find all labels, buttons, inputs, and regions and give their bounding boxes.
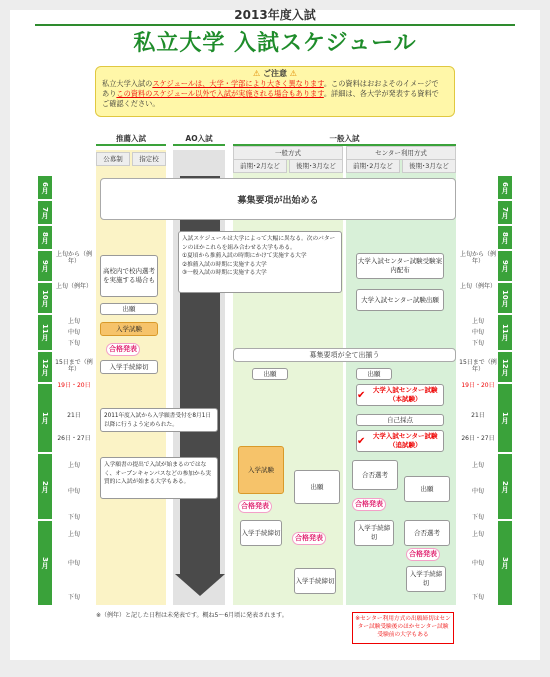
ippan-kouki-shutsugan-box: 出願 bbox=[294, 470, 340, 504]
mark-right: 上旬（例年） bbox=[459, 283, 496, 290]
notice-heading-text: ご注意 bbox=[263, 69, 287, 78]
ippan-tetsuzuki-box: 入学手続締切 bbox=[240, 520, 282, 546]
year-label: 2013年度入試 bbox=[234, 8, 316, 22]
month-jan-left: 1月 bbox=[38, 384, 52, 452]
koukou-box: 高校内で校内選考を実施する場合も bbox=[100, 255, 158, 297]
boshu-all-box: 募集要項が全て出揃う bbox=[233, 348, 456, 362]
notice-line-1: 私立大学入試のスケジュールは、大学・学部により大きく異なります。この資料はおおよそのイメージで bbox=[102, 79, 439, 88]
mark-left: 26日・27日 bbox=[57, 435, 91, 442]
page-title: 私立大学 入試スケジュール bbox=[133, 31, 417, 56]
center-tetsuzuki-box: 入学手続締切 bbox=[354, 520, 394, 546]
center-shutsugan-box: 大学入試センター試験出願 bbox=[356, 289, 444, 311]
suisen-shiken-box: 入学試験 bbox=[100, 322, 158, 336]
ao-header: AO入試 bbox=[173, 133, 225, 146]
center-shutsugan-note: ※センター利用方式の出願締切はセンター試験受験後のほかセンター試験受験前の大学もある bbox=[352, 612, 454, 644]
ippan-kouki-goukaku-badge: 合格発表 bbox=[292, 532, 326, 545]
center-main-box: ✔ 大学入試センター試験（本試験） bbox=[356, 384, 444, 406]
ao-open-campus-note: 入学願書の提出で入試が始まるのではなく、オープンキャンパスなどの参加から実質的に入試が始まる大学もある。 bbox=[100, 457, 218, 499]
mark-left: 上旬 bbox=[67, 318, 80, 325]
check-icon: ✔ bbox=[357, 435, 366, 447]
suisen-tetsuzuki-box: 入学手続締切 bbox=[100, 360, 158, 374]
center-kouki-tetsuzuki-box: 入学手続締切 bbox=[406, 566, 446, 592]
center-sai-box: ✔ 大学入試センター試験（追試験） bbox=[356, 430, 444, 452]
ippan-header: 一般入試 bbox=[233, 133, 456, 146]
ao-2011-note: 2011年度入試から入学願書受付を8月1日以降に行うよう定められた。 bbox=[100, 408, 218, 432]
suisen-header: 推薦入試 bbox=[96, 133, 166, 146]
mark-left: 中旬 bbox=[67, 329, 80, 336]
month-jun-right: 6月 bbox=[498, 176, 512, 199]
mark-left: 中旬 bbox=[67, 560, 80, 567]
mark-right: 下旬 bbox=[471, 594, 484, 601]
month-mar-right: 3月 bbox=[498, 521, 512, 605]
month-nov-right: 11月 bbox=[498, 315, 512, 350]
month-jan-right: 1月 bbox=[498, 384, 512, 452]
mark-left: 19日・20日 bbox=[57, 382, 91, 389]
shitei-header: 指定校 bbox=[132, 152, 166, 166]
ao-arrow-head bbox=[175, 574, 225, 596]
mark-left: 上旬（例年） bbox=[55, 283, 92, 290]
kouki-header-1: 後期･3月など bbox=[289, 159, 343, 173]
month-dec-left: 12月 bbox=[38, 352, 52, 382]
month-oct-right: 10月 bbox=[498, 283, 512, 313]
center-kouki-gouhi-box: 合否選考 bbox=[404, 520, 450, 546]
month-sep-left: 9月 bbox=[38, 251, 52, 281]
warning-icon: ⚠ bbox=[253, 69, 261, 78]
mark-right: 中旬 bbox=[471, 488, 484, 495]
mark-left: 中旬 bbox=[67, 488, 80, 495]
check-icon: ✔ bbox=[357, 389, 366, 401]
ippan-kouki-tetsuzuki-box: 入学手続締切 bbox=[294, 568, 336, 594]
zenki-header-1: 前期･2月など bbox=[233, 159, 287, 173]
month-jun-left: 6月 bbox=[38, 176, 52, 199]
mark-right: 中旬 bbox=[471, 560, 484, 567]
suisen-shutsugan-box: 出願 bbox=[100, 303, 158, 315]
notice-line-2: ありこの資料のスケジュール以外で入試が実施される場合もあります。詳細は、各大学が発表する資料で bbox=[102, 89, 439, 98]
mark-right: 上旬から（例年） bbox=[459, 251, 496, 265]
boshu-start-box: 募集要項が出始める bbox=[100, 178, 456, 220]
mark-left: 21日 bbox=[67, 412, 81, 419]
month-feb-left: 2月 bbox=[38, 454, 52, 519]
center-kouki-goukaku-badge: 合格発表 bbox=[406, 548, 440, 561]
ippan-zenki-shiken-box: 入学試験 bbox=[238, 446, 284, 494]
kouki-header-2: 後期･3月など bbox=[402, 159, 456, 173]
mark-left: 上旬から（例年） bbox=[55, 251, 92, 265]
mark-right: 上旬 bbox=[471, 531, 484, 538]
month-aug-left: 8月 bbox=[38, 226, 52, 249]
notice-heading bbox=[102, 69, 448, 79]
warning-icon: ⚠ bbox=[289, 69, 297, 78]
month-jul-right: 7月 bbox=[498, 201, 512, 224]
mark-right: 下旬 bbox=[471, 340, 484, 347]
month-oct-left: 10月 bbox=[38, 283, 52, 313]
ippan-houshiki-header: 一般方式 bbox=[233, 146, 343, 160]
jiko-box: 自己採点 bbox=[356, 414, 444, 426]
center-info-box: 大学入試センター試験受験案内配布 bbox=[356, 253, 444, 279]
footnote: ※（例年）と記した日程は未発表です。概ね5～6月頃に発表されます。 bbox=[96, 612, 288, 619]
mark-right: 上旬 bbox=[471, 318, 484, 325]
notice-box bbox=[95, 66, 455, 117]
center-houshiki-header: センター利用方式 bbox=[346, 146, 456, 160]
mark-right: 下旬 bbox=[471, 514, 484, 521]
mark-left: 上旬 bbox=[67, 531, 80, 538]
mark-right: 26日・27日 bbox=[461, 435, 495, 442]
month-sep-right: 9月 bbox=[498, 251, 512, 281]
center-goukaku-badge: 合格発表 bbox=[352, 498, 386, 511]
mark-left: 15日まで（例年） bbox=[55, 359, 93, 373]
mark-right: 上旬 bbox=[471, 462, 484, 469]
center-shutsugan-mark: 出願 bbox=[356, 368, 392, 380]
mark-right: 21日 bbox=[471, 412, 485, 419]
mark-left: 上旬 bbox=[67, 462, 80, 469]
month-nov-left: 11月 bbox=[38, 315, 52, 350]
month-feb-right: 2月 bbox=[498, 454, 512, 519]
ao-pattern-note: 入試スケジュールは大学によって大幅に異なる。次のパターンのほかこれらを組み合わせる大学もある。 ①夏頃から推薦入試の時期にかけて実施する大学 ②推薦入試の時期に実施する大学 ③一般入試の時期に実施する大学 bbox=[178, 231, 342, 293]
mark-left: 下旬 bbox=[67, 514, 80, 521]
month-mar-left: 3月 bbox=[38, 521, 52, 605]
mark-left: 下旬 bbox=[67, 594, 80, 601]
mark-left: 下旬 bbox=[67, 340, 80, 347]
mark-right: 19日・20日 bbox=[461, 382, 495, 389]
month-jul-left: 7月 bbox=[38, 201, 52, 224]
suisen-goukaku-badge: 合格発表 bbox=[106, 343, 140, 356]
notice-line-3: ご確認ください。 bbox=[102, 99, 160, 108]
mark-right: 15日まで（例年） bbox=[459, 359, 497, 373]
center-kouki-shutsugan-box: 出願 bbox=[404, 476, 450, 502]
ippan-goukaku-badge: 合格発表 bbox=[238, 500, 272, 513]
ippan-shutsugan-box: 出願 bbox=[252, 368, 288, 380]
center-gouhi-box: 合否選考 bbox=[352, 460, 398, 490]
month-dec-right: 12月 bbox=[498, 352, 512, 382]
zenki-header-2: 前期･2月など bbox=[346, 159, 400, 173]
month-aug-right: 8月 bbox=[498, 226, 512, 249]
koubo-header: 公募制 bbox=[96, 152, 130, 166]
mark-right: 中旬 bbox=[471, 329, 484, 336]
